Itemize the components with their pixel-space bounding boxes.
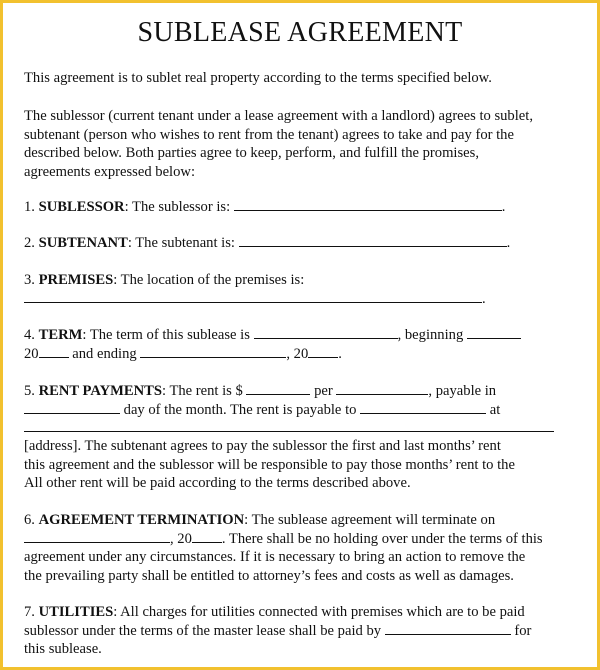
termination-line-2-rest: . There shall be no holding over under the terms of this — [221, 530, 543, 547]
rent-text: : The rent is $ — [162, 383, 243, 399]
rent-label: RENT PAYMENTS — [38, 383, 163, 399]
subtenant-text: : The subtenant is: — [127, 235, 235, 251]
term-section — [24, 326, 584, 363]
term-end-year-field[interactable] — [308, 345, 338, 358]
termination-line-3: agreement under any circumstances. If it is necessary to bring an action to remove the — [24, 549, 526, 565]
parties-line-3: described below. Both parties agree to keep, perform, and fulfill the promises, — [24, 145, 479, 161]
rent-payee-field[interactable] — [360, 401, 486, 414]
term-beginning: , beginning — [397, 327, 464, 343]
premises-text: : The location of the premises is: — [113, 272, 305, 288]
term-text: : The term of this sublease is — [82, 327, 250, 343]
premises-label: PREMISES — [38, 272, 114, 288]
termination-line-2 — [24, 530, 584, 549]
termination-line-4: the prevailing party shall be entitled to attorney’s fees and costs as well as damages. — [24, 567, 514, 584]
parties-line-1: The sublessor (current tenant under a lease agreement with a landlord) agrees to sublet, — [24, 108, 533, 124]
rent-line-6: All other rent will be paid according to the terms described above. — [24, 475, 411, 491]
document-page — [3, 3, 597, 667]
premises-end: . — [482, 290, 486, 307]
termination-year: , 20 — [170, 530, 192, 547]
utilities-number: 7. — [24, 604, 35, 620]
subtenant-number: 2. — [24, 235, 35, 251]
termination-year-field[interactable] — [192, 530, 222, 543]
premises-number: 3. — [24, 272, 35, 288]
sublessor-name-field[interactable] — [234, 198, 502, 211]
termination-date-field[interactable] — [24, 530, 170, 543]
utilities-line-2-text: sublessor under the terms of the master lease shall be paid by — [24, 622, 382, 639]
sublessor-section — [24, 198, 584, 217]
rent-amount-field[interactable] — [246, 382, 310, 395]
term-and-ending: and ending — [68, 345, 137, 362]
utilities-for: for — [510, 622, 532, 639]
premises-line-2 — [24, 290, 584, 309]
rent-section — [24, 382, 584, 493]
utilities-text: : All charges for utilities connected with premises which are to be paid — [113, 604, 525, 620]
rent-line-2 — [24, 401, 584, 420]
term-length-field[interactable] — [254, 326, 398, 339]
sublessor-end: . — [501, 199, 506, 215]
sublessor-text: : The sublessor is: — [124, 199, 231, 215]
term-begin-date-field[interactable] — [467, 326, 521, 339]
utilities-line-1 — [24, 603, 584, 622]
termination-text: : The sublease agreement will terminate on — [244, 512, 496, 528]
premises-line-1 — [24, 271, 584, 290]
term-line-1 — [24, 326, 584, 345]
term-end: . — [338, 345, 342, 362]
rent-address-field[interactable] — [24, 419, 554, 432]
subtenant-label: SUBTENANT — [38, 235, 128, 251]
parties-paragraph — [24, 107, 584, 181]
rent-due-day-field[interactable] — [24, 401, 120, 414]
termination-line-1 — [24, 511, 584, 530]
utilities-payer-field[interactable] — [385, 622, 511, 635]
rent-payable-in: , payable in — [428, 383, 497, 399]
rent-line-3 — [24, 419, 584, 437]
sublessor-number: 1. — [24, 199, 35, 215]
term-begin-year-field[interactable] — [39, 345, 69, 358]
premises-section — [24, 271, 584, 308]
utilities-line-2 — [24, 622, 584, 641]
subtenant-section — [24, 234, 584, 253]
termination-number: 6. — [24, 512, 35, 528]
subtenant-end: . — [506, 235, 511, 251]
term-year-prefix-2: , 20 — [286, 345, 309, 362]
document-title: SUBLEASE AGREEMENT — [137, 17, 463, 48]
rent-at: at — [486, 401, 501, 418]
parties-line-4: agreements expressed below: — [24, 163, 196, 180]
subtenant-name-field[interactable] — [239, 234, 507, 247]
rent-number: 5. — [24, 383, 35, 399]
sublessor-line — [24, 198, 584, 217]
rent-per: per — [310, 383, 333, 399]
utilities-label: UTILITIES — [38, 604, 114, 620]
utilities-line-3: this sublease. — [24, 641, 102, 657]
intro-paragraph — [24, 69, 584, 88]
term-year-prefix: 20 — [24, 345, 39, 362]
sublessor-label: SUBLESSOR — [38, 199, 125, 215]
term-end-date-field[interactable] — [140, 345, 286, 358]
premises-location-field[interactable] — [24, 290, 482, 303]
termination-label: AGREEMENT TERMINATION — [38, 512, 245, 528]
utilities-section — [24, 603, 584, 659]
rent-day-of-month: day of the month. The rent is payable to — [120, 401, 357, 418]
term-number: 4. — [24, 327, 35, 343]
rent-line-1 — [24, 382, 584, 401]
rent-line-5: this agreement and the sublessor will be responsible to pay those months’ rent to the — [24, 456, 515, 473]
parties-line-2: subtenant (person who wishes to rent from the tenant) agrees to take and pay for the — [24, 126, 514, 143]
subtenant-line — [24, 234, 584, 253]
intro-line: This agreement is to sublet real property according to the terms specified below. — [24, 70, 492, 86]
term-label: TERM — [38, 327, 83, 343]
termination-section — [24, 511, 584, 585]
rent-line-4: [address]. The subtenant agrees to pay the sublessor the first and last months’ rent — [24, 438, 501, 454]
term-line-2 — [24, 345, 584, 364]
rent-period-field[interactable] — [336, 382, 428, 395]
